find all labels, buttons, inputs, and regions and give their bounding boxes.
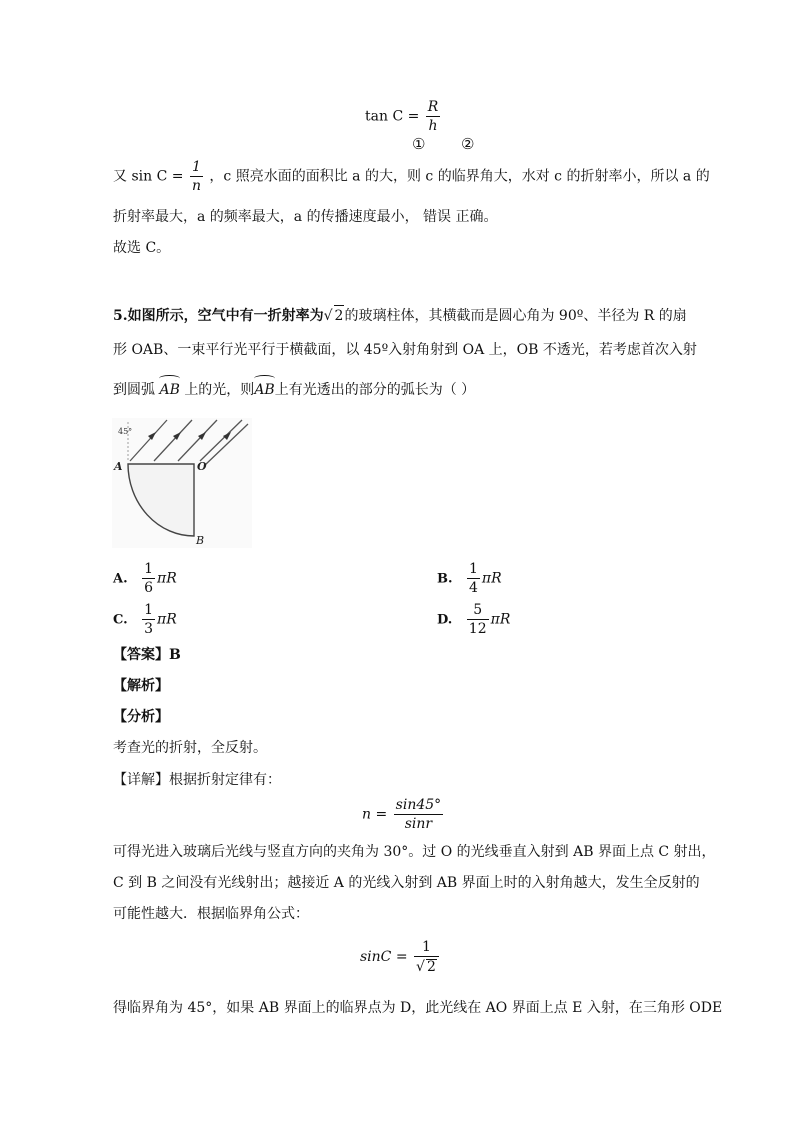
numerator: 5 (473, 602, 483, 618)
fraction (394, 798, 444, 831)
question-line (113, 378, 475, 400)
option-label: C. (113, 612, 128, 628)
arc-ab: AB (254, 378, 274, 400)
fenxi-text: 考查光的折射，全反射。 (113, 740, 267, 756)
question-line (113, 305, 687, 326)
option-tail: πR (481, 570, 502, 587)
text-line: 折射率最大，a 的频率最大，a 的传播速度最小， 错误 正确。 (113, 209, 498, 225)
fraction (414, 940, 439, 974)
question-text: 上有光透出的部分的弧长为（ ） (274, 382, 476, 398)
numerator: 1 (144, 561, 153, 577)
fraction (426, 100, 441, 133)
denominator: sinr (394, 814, 444, 831)
denominator (414, 956, 439, 974)
marker-1: ① (412, 135, 426, 153)
text-line: 故选 C。 (113, 240, 171, 256)
equation-lhs: sinC = (360, 949, 408, 965)
numerator: 1 (144, 602, 154, 618)
point-a-label: A (114, 460, 123, 473)
text-segment: ，c 照亮水面的面积比 a 的大，则 c 的临界角大，水对 c 的折射率小，所以 a 的 (209, 168, 710, 185)
answer-line: 【答案】B (113, 647, 181, 663)
fenxi-heading: 【分析】 (113, 709, 169, 725)
option-tail: πR (157, 611, 177, 628)
analysis-heading: 【解析】 (113, 678, 169, 694)
equation-lhs: n = (362, 806, 388, 823)
detail-line: C 到 B 之间没有光线射出；越接近 A 的光线入射到 AB 界面上时的入射角越大，发生全反射的 (113, 875, 700, 891)
numerator: sin45° (395, 797, 442, 813)
question-text: 上的光，则 (184, 382, 255, 398)
option-tail: πR (490, 611, 511, 628)
option-a[interactable] (113, 562, 177, 595)
denominator: 12 (468, 621, 487, 637)
question-text: 到圆弧 (113, 382, 155, 398)
fraction (467, 603, 489, 636)
denominator: n (191, 178, 201, 194)
question-text: 的玻璃柱体，其横截而是圆心角为 90º、半径为 R 的扇 (344, 308, 687, 324)
text-line (113, 160, 710, 193)
option-b[interactable] (437, 562, 502, 595)
angle-label: 45° (118, 427, 133, 436)
detail-line: 可能性越大．根据临界角公式： (113, 906, 309, 922)
option-label: A. (113, 571, 128, 587)
arc-ab: AB (159, 378, 179, 400)
option-d[interactable] (437, 603, 510, 636)
option-c[interactable] (113, 603, 177, 636)
equation-sinc (360, 940, 441, 974)
option-label: D. (437, 612, 453, 628)
equation-n (362, 798, 445, 831)
detail-heading: 【详解】根据折射定律有： (113, 772, 281, 788)
option-label: B. (437, 571, 453, 587)
detail-line: 可得光进入玻璃后光线与竖直方向的夹角为 30°。过 O 的光线垂直入射到 AB 界面上点 C 射出， (113, 844, 716, 860)
denominator: 3 (144, 621, 154, 637)
numerator: 1 (468, 561, 478, 577)
detail-line: 得临界角为 45°，如果 AB 界面上的临界点为 D，此光线在 AO 界面上点 E 入射，在三角形 ODE (113, 1000, 723, 1016)
marker-2: ② (461, 135, 475, 153)
question-text: 5.如图所示，空气中有一折射率为 (113, 308, 324, 324)
sqrt-value: 2 (426, 959, 436, 975)
numerator: 1 (421, 939, 431, 955)
equation-lhs: tan C = (365, 108, 420, 125)
text-segment: 又 sin C = (113, 168, 184, 185)
option-tail: πR (157, 570, 177, 587)
point-b-label: B (196, 534, 205, 547)
denominator: 6 (144, 580, 153, 596)
sqrt-symbol: √ (416, 959, 425, 975)
denominator: h (426, 116, 441, 133)
fraction (467, 562, 480, 595)
equation-tan (365, 100, 442, 133)
fraction (142, 603, 155, 636)
fraction (190, 160, 203, 193)
sector-figure (112, 418, 252, 548)
fraction (142, 562, 155, 595)
sqrt-symbol: √ (323, 308, 333, 324)
denominator: 4 (468, 580, 478, 596)
question-line: 形 OAB、一束平行光平行于横截面，以 45º入射角射到 OA 上，OB 不透光，若考虑首次入射 (113, 342, 697, 358)
point-o-label: O (197, 460, 207, 473)
numerator: R (427, 99, 439, 115)
numerator: 1 (191, 159, 201, 175)
sqrt-value: 2 (334, 305, 345, 326)
